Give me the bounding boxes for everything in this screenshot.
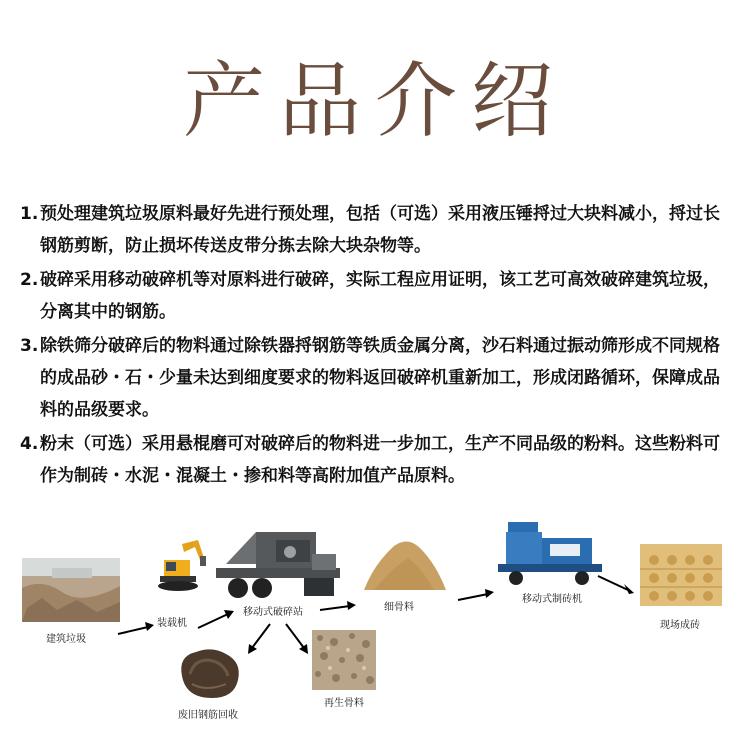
fine-aggregate-image	[364, 534, 446, 590]
step-number: 3.	[20, 336, 39, 356]
flow-arrow	[116, 618, 156, 638]
step-text: 预处理建筑垃圾原料最好先进行预处理，包括（可选）采用液压锤捋过大块料减小，捋过长钢筋剪断，防止损坏传送皮带分拣去除大块杂物等。	[40, 204, 720, 256]
brick-machine-image	[498, 518, 602, 586]
flow-arrow	[318, 598, 358, 618]
step-number: 1.	[20, 204, 39, 224]
flow-arrow	[456, 586, 496, 606]
onsite-brick-label: 现场成砖	[660, 620, 700, 631]
step-number: 2.	[20, 270, 39, 290]
flow-arrow	[282, 622, 312, 656]
loader-label: 装载机	[157, 618, 187, 629]
brick-machine-label: 移动式制砖机	[522, 594, 582, 605]
step-text: 除铁筛分破碎后的物料通过除铁器捋钢筋等铁质金属分离，沙石料通过振动筛形成不同规格的成品砂・石・少量未达到细度要求的物料返回破碎机重新加工，形成闭路循环，保障成品料的品级要求。	[40, 336, 720, 420]
construction-waste-label: 建筑垃圾	[46, 634, 86, 645]
bricks-image	[640, 544, 722, 606]
step-4	[20, 428, 730, 492]
recycled-aggregate-label: 再生骨料	[324, 698, 364, 709]
rebar-image	[176, 646, 244, 702]
page-title: 产品介绍	[182, 54, 567, 149]
flow-arrow	[196, 606, 236, 632]
step-1	[20, 198, 730, 262]
process-flow-diagram	[0, 510, 750, 750]
construction-waste-image	[22, 558, 120, 622]
step-text: 粉末（可选）采用悬棍磨可对破碎后的物料进一步加工，生产不同品级的粉料。这些粉料可作为制砖・水泥・混凝土・掺和料等高附加值产品原料。	[40, 434, 720, 486]
recycled-aggregate-image	[312, 630, 376, 690]
fine-aggregate-label: 细骨料	[384, 602, 414, 613]
flow-arrow	[244, 622, 274, 656]
rebar-recycling-label: 废旧钢筋回收	[178, 710, 238, 721]
mobile-crusher-label: 移动式破碎站	[243, 607, 303, 618]
excavator-image	[152, 538, 208, 598]
step-text: 破碎采用移动破碎机等对原料进行破碎，实际工程应用证明，该工艺可高效破碎建筑垃圾，分离其中的钢筋。	[40, 270, 720, 322]
step-3	[20, 330, 730, 426]
flow-arrow	[596, 572, 636, 598]
mobile-crusher-image	[216, 524, 340, 604]
step-number: 4.	[20, 434, 39, 454]
process-steps	[20, 198, 730, 494]
step-2	[20, 264, 730, 328]
